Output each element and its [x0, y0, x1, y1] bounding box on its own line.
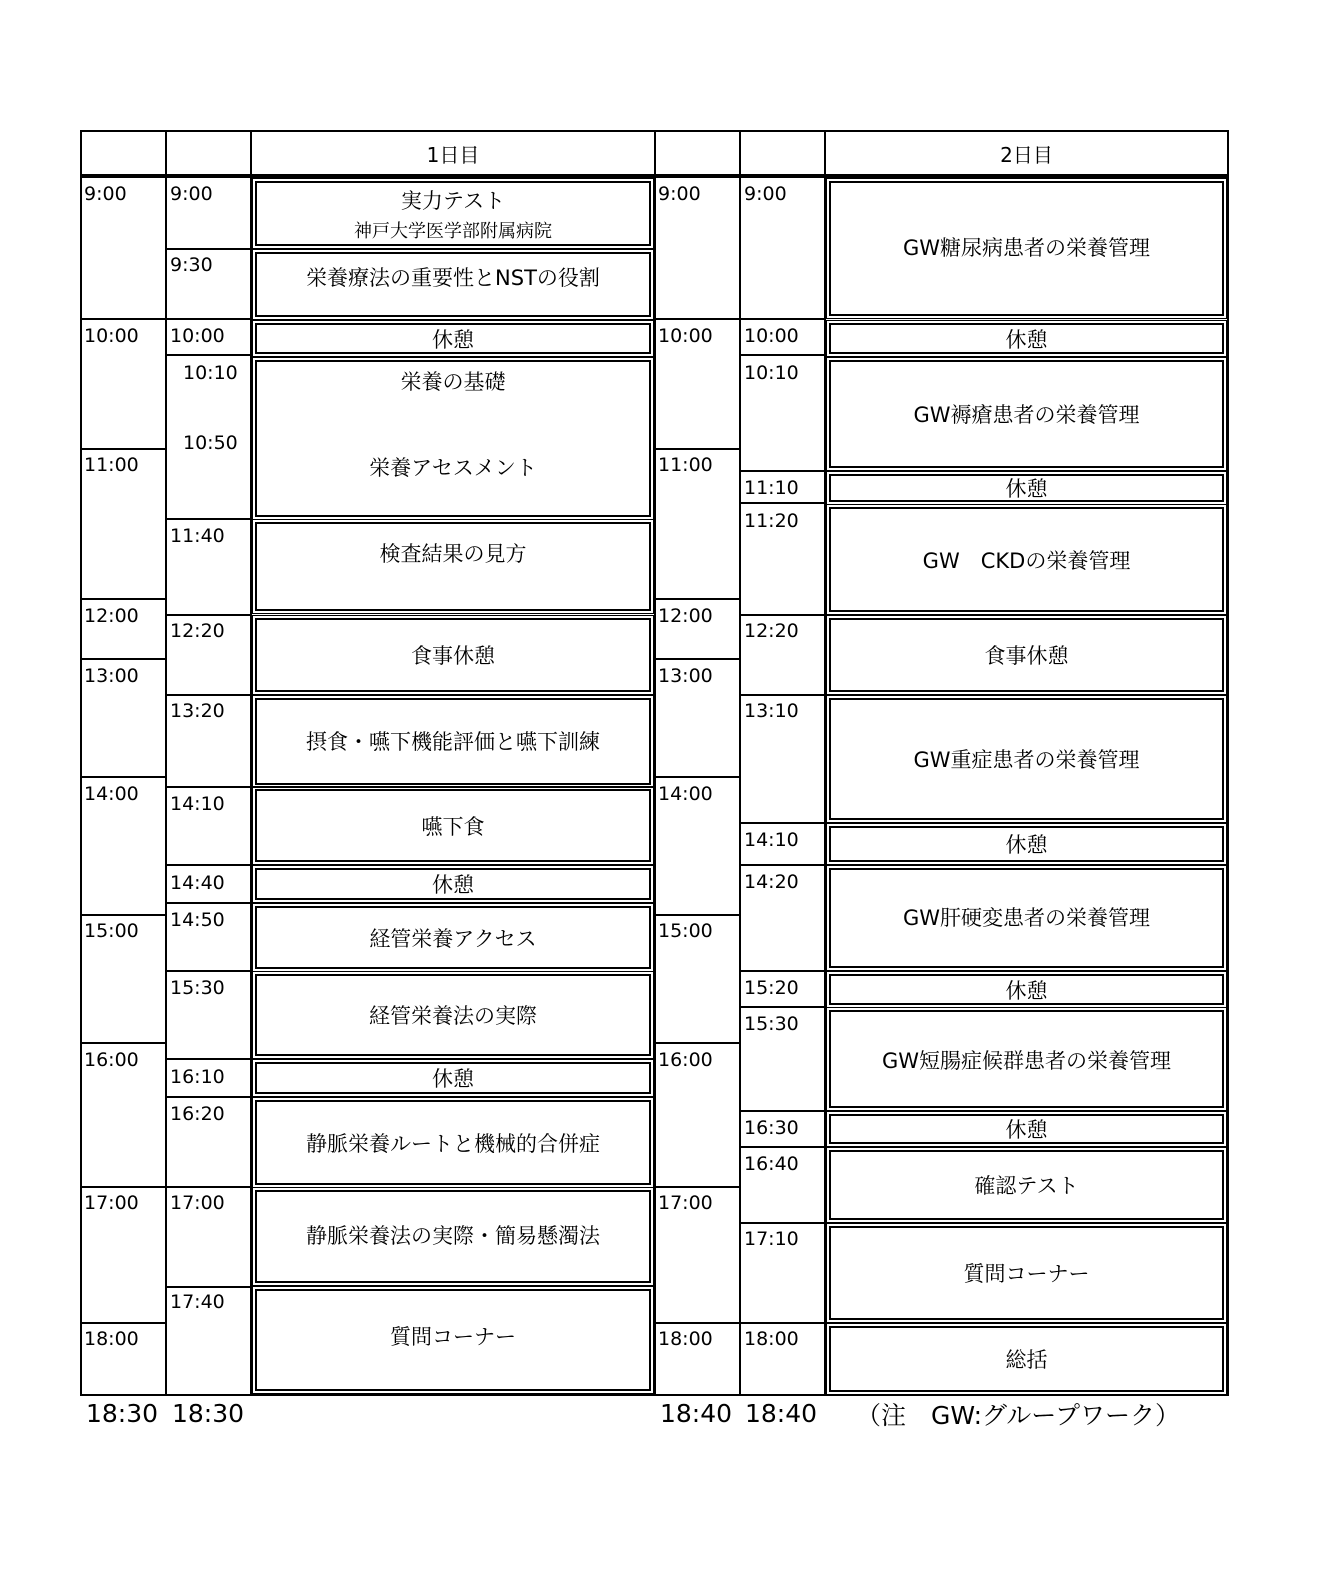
time-label: 10:50 — [183, 432, 238, 454]
hour-label: 10:00 — [84, 325, 139, 347]
time-label: 14:10 — [170, 793, 225, 815]
header-blank-4 — [739, 130, 826, 176]
break-box — [829, 1114, 1224, 1144]
session-title: GW褥瘡患者の栄養管理 — [913, 403, 1140, 427]
time-label: 16:10 — [170, 1066, 225, 1088]
hour-label: 11:00 — [658, 454, 713, 476]
time-label: 13:10 — [744, 700, 799, 722]
break-box — [829, 974, 1224, 1005]
session-box — [255, 789, 651, 862]
end-time-label: 18:40 — [745, 1399, 818, 1428]
session-title: 総括 — [1005, 1348, 1048, 1372]
hour-label: 12:00 — [84, 605, 139, 627]
session-box — [829, 181, 1224, 316]
session-title: 休憩 — [432, 1067, 474, 1091]
hour-label: 14:00 — [84, 783, 139, 805]
session-title: GW糖尿病患者の栄養管理 — [902, 235, 1151, 260]
time-label: 14:40 — [170, 872, 225, 894]
session-box — [255, 618, 651, 692]
time-label: 16:30 — [744, 1117, 799, 1139]
session-box — [829, 868, 1224, 968]
session-title: 栄養療法の重要性とNSTの役割 — [306, 265, 600, 290]
session-box — [255, 522, 651, 611]
time-label: 16:20 — [170, 1103, 225, 1125]
session-title: GW重症患者の栄養管理 — [913, 748, 1140, 772]
time-label: 9:30 — [170, 254, 213, 276]
time-label: 13:20 — [170, 700, 225, 722]
session-title: 栄養の基礎 — [400, 370, 506, 394]
session-box — [829, 1010, 1224, 1108]
break-box — [255, 868, 651, 900]
session-title: 質問コーナー — [963, 1262, 1090, 1286]
time-label: 17:00 — [170, 1192, 225, 1214]
session-title: 休憩 — [432, 327, 474, 352]
header-blank-2 — [165, 130, 252, 176]
session-title: 質問コーナー — [390, 1325, 516, 1349]
header-blank-1 — [80, 130, 167, 176]
session-box — [255, 1289, 651, 1391]
time-label: 15:30 — [170, 977, 225, 999]
hour-label: 18:00 — [658, 1328, 713, 1350]
time-label: 15:30 — [744, 1013, 799, 1035]
session-title: 確認テスト — [974, 1174, 1079, 1198]
hour-label: 12:00 — [658, 605, 713, 627]
session-box — [255, 181, 651, 246]
session-title-2: 栄養アセスメント — [369, 456, 537, 480]
hour-label: 13:00 — [84, 665, 139, 687]
session-box — [829, 1226, 1224, 1320]
session-box — [255, 360, 651, 517]
time-label: 10:00 — [170, 325, 225, 347]
hour-label: 10:00 — [658, 325, 713, 347]
time-label: 18:00 — [744, 1328, 799, 1350]
hour-label: 15:00 — [658, 920, 713, 942]
hour-label: 15:00 — [84, 920, 139, 942]
end-time-label: 18:30 — [86, 1399, 159, 1428]
session-title: 検査結果の見方 — [379, 541, 527, 566]
time-label: 14:10 — [744, 829, 799, 851]
session-box — [255, 1100, 651, 1185]
time-label: 15:20 — [744, 977, 799, 999]
hour-label: 17:00 — [84, 1192, 139, 1214]
break-box — [829, 474, 1224, 502]
time-label: 10:10 — [744, 362, 799, 384]
time-label: 12:20 — [170, 620, 225, 642]
hour-label: 9:00 — [658, 183, 701, 205]
hour-label: 18:00 — [84, 1328, 139, 1350]
break-box — [255, 1062, 651, 1094]
session-title: GW肝硬変患者の栄養管理 — [902, 906, 1151, 930]
break-box — [255, 323, 651, 354]
header-day1: 1日目 — [250, 130, 656, 176]
footnote: （注 GW:グループワーク） — [856, 1401, 1181, 1430]
session-title: 食事休憩 — [984, 644, 1069, 668]
header-blank-3 — [654, 130, 741, 176]
session-box — [255, 906, 651, 969]
session-title: 実力テスト — [400, 188, 506, 213]
session-title: GW CKDの栄養管理 — [922, 548, 1131, 573]
time-label: 14:20 — [744, 871, 799, 893]
time-label: 11:20 — [744, 510, 799, 532]
hour-label: 17:00 — [658, 1192, 713, 1214]
session-box — [829, 698, 1224, 820]
session-title: 静脈栄養法の実際・簡易懸濁法 — [306, 1223, 600, 1248]
session-box — [829, 1150, 1224, 1220]
hour-label: 16:00 — [84, 1049, 139, 1071]
session-title: 休憩 — [1005, 1118, 1048, 1142]
time-label: 11:40 — [170, 525, 225, 547]
hour-label: 13:00 — [658, 665, 713, 687]
session-title: 嚥下食 — [421, 814, 485, 839]
break-box — [829, 826, 1224, 862]
time-label: 10:10 — [183, 362, 238, 384]
session-title: GW短腸症候群患者の栄養管理 — [881, 1049, 1172, 1073]
header-day2: 2日目 — [824, 130, 1229, 176]
session-title: 静脈栄養ルートと機械的合併症 — [306, 1131, 600, 1156]
session-box — [829, 618, 1224, 692]
session-box — [829, 1326, 1224, 1392]
hour-label: 16:00 — [658, 1049, 713, 1071]
session-box — [829, 507, 1224, 612]
hour-label: 14:00 — [658, 783, 713, 805]
session-title: 摂食・嚥下機能評価と嚥下訓練 — [306, 729, 600, 754]
session-subtitle: 神戸大学医学部附属病院 — [354, 220, 552, 242]
session-title: 経管栄養アクセス — [369, 926, 537, 951]
time-label: 11:10 — [744, 477, 799, 499]
time-label: 9:00 — [744, 183, 787, 205]
session-title: 経管栄養法の実際 — [369, 1004, 537, 1028]
time-label: 17:10 — [744, 1228, 799, 1250]
session-title: 休憩 — [1005, 833, 1048, 857]
time-label: 10:00 — [744, 325, 799, 347]
session-title: 休憩 — [432, 873, 474, 897]
hour-label: 11:00 — [84, 454, 139, 476]
session-box — [829, 360, 1224, 468]
time-label: 17:40 — [170, 1291, 225, 1313]
session-title: 休憩 — [1005, 477, 1048, 501]
session-box — [255, 252, 651, 317]
hour-label: 9:00 — [84, 183, 127, 205]
session-box — [255, 974, 651, 1056]
session-box — [255, 698, 651, 785]
time-label: 9:00 — [170, 183, 213, 205]
time-label: 16:40 — [744, 1153, 799, 1175]
session-title: 食事休憩 — [411, 644, 495, 668]
session-title: 休憩 — [1005, 327, 1048, 352]
end-time-label: 18:40 — [660, 1399, 733, 1428]
time-label: 14:50 — [170, 909, 225, 931]
session-box — [255, 1190, 651, 1283]
time-label: 12:20 — [744, 620, 799, 642]
break-box — [829, 323, 1224, 354]
session-title: 休憩 — [1005, 978, 1048, 1003]
end-time-label: 18:30 — [172, 1399, 245, 1428]
